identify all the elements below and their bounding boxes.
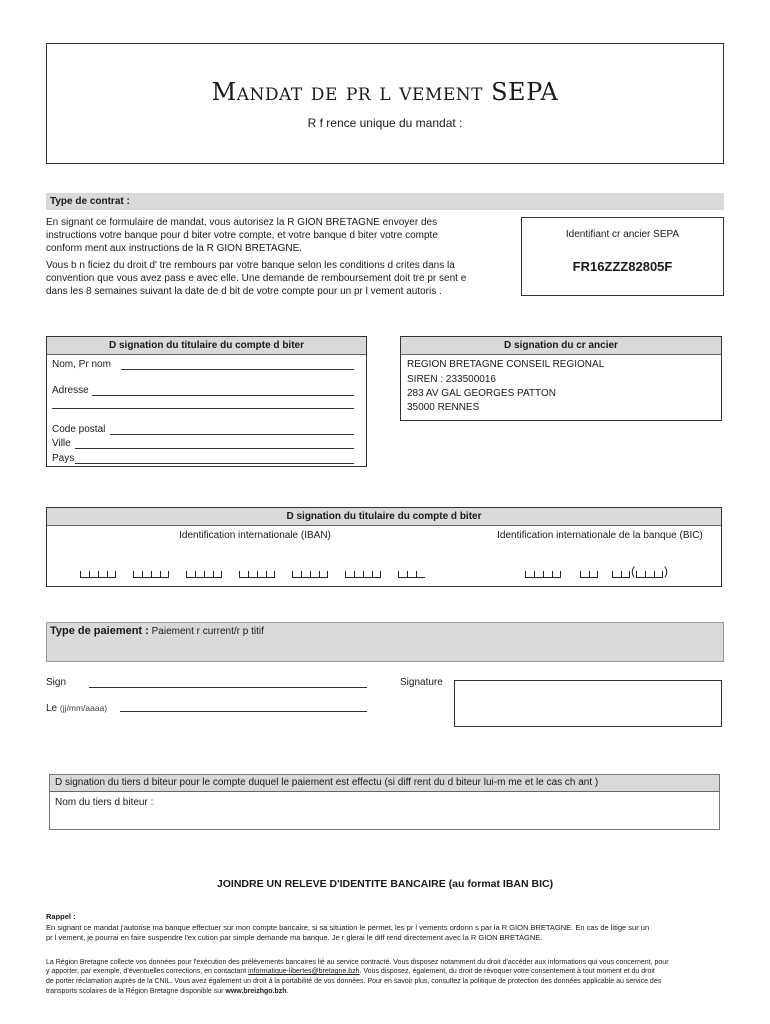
bic-input[interactable] (0, 565, 770, 580)
bic-paren-open: ( (631, 564, 635, 578)
debtor-block-title: D signation du titulaire du compte d biter (108, 340, 304, 351)
signature-label: Signature (400, 677, 443, 688)
bic-group-1[interactable] (525, 565, 561, 578)
name-field[interactable] (121, 369, 354, 370)
iban-label: Identification internationale (IBAN) (179, 530, 331, 541)
bic-label: Identification internationale de la banque (BIC) (497, 530, 703, 541)
privacy-line (46, 967, 655, 976)
privacy-email-link[interactable]: informatique-libertes@bretagne.bzh (248, 968, 360, 975)
privacy-text: transports scolaires de la Région Bretagne disponible sur (46, 988, 224, 995)
city-field[interactable] (75, 448, 354, 449)
creditor-city: 35000 RENNES (407, 402, 480, 413)
name-label: Nom, Pr nom (52, 359, 111, 370)
paragraph-line: instructions votre banque pour d biter votre compte, et votre banque d biter votre compte (46, 230, 438, 241)
privacy-line: La Région Bretagne collecte vos données pour l'exécution des prélèvements bancaires lié au service contracté. Vous disposez notamment du droit d'accéder aux informations qui vous concernent, pour (46, 959, 669, 966)
bic-group-2[interactable] (580, 565, 598, 578)
creditor-siren: SIREN : 233500016 (407, 374, 496, 385)
postal-code-field[interactable] (110, 434, 354, 435)
paragraph-line: dans les 8 semaines suivant la date de d bit de votre compte pour un pr l vement autoris . (46, 286, 442, 297)
date-format-hint: (jj/mm/aaaa) (59, 703, 108, 713)
paragraph-line: convention que vous avez pass e avec elle. Une demande de remboursement doit tre pr sent e (46, 273, 467, 284)
bic-paren-close: ) (664, 564, 668, 578)
date-field[interactable] (120, 711, 367, 712)
address-field-line2[interactable] (52, 408, 354, 409)
signature-box[interactable] (454, 680, 722, 727)
paragraph-line: Vous b n ficiez du droit d' tre rembours par votre banque selon les conditions d crites dans la (46, 260, 455, 271)
creditor-id-label: Identifiant cr ancier SEPA (565, 229, 680, 240)
address-label: Adresse (52, 385, 89, 396)
city-label: Ville (52, 438, 71, 449)
bank-details-title: D signation du titulaire du compte d biter (286, 511, 482, 522)
page-title: Mandat de pr l vement SEPA (211, 78, 559, 106)
payment-type-value: Paiement r current/r p titif (151, 626, 264, 637)
rappel-text-line2: pr l vement, je pourrai en faire suspendre l'ex cution par simple demande ma banque. Je r glerai le diff rend directement avec la R GION BRETAGNE. (46, 933, 543, 942)
creditor-street: 283 AV GAL GEORGES PATTON (407, 388, 556, 399)
privacy-site-link[interactable]: www.breizhgo.bzh (225, 988, 287, 995)
date-label (46, 702, 107, 715)
postal-code-label: Code postal (52, 424, 106, 435)
rappel-text-line1: En signant ce mandat j'autorise ma banque effectuer sur mon compte bancaire, si sa situation le permet, les pr l vements ordonn s par la R GION BRETAGNE. En cas de litige sur un (46, 923, 650, 932)
creditor-name: REGION BRETAGNE CONSEIL REGIONAL (407, 359, 605, 370)
privacy-text: . (286, 988, 289, 995)
address-field[interactable] (92, 395, 354, 396)
contract-type-bar (46, 193, 724, 210)
signed-at-field[interactable] (89, 687, 367, 688)
third-party-name-label: Nom du tiers d biteur : (55, 797, 154, 808)
privacy-text: y apporter, par exemple, d'éventuelles corrections, en contactant (46, 968, 247, 975)
rib-notice: JOINDRE UN RELEVE D'IDENTITE BANCAIRE (au format IBAN BIC) (216, 878, 554, 890)
contract-type-label: Type de contrat : (50, 196, 130, 207)
country-field[interactable] (75, 463, 354, 464)
date-label-text: Le (46, 703, 58, 714)
third-party-title: D signation du tiers d biteur pour le compte duquel le paiement est effectu (si diff rent du d biteur lui-m me et le cas ch ant ) (55, 777, 599, 788)
privacy-line: de porter réclamation auprès de la CNIL. Vous avez également un droit à la portabilité de vos données. Pour en savoir plus, consultez la politique de protection des données applicable au service des (46, 978, 662, 985)
paragraph-line: conform ment aux instructions de la R GION BRETAGNE. (46, 243, 303, 254)
privacy-line (46, 987, 289, 996)
creditor-id-value: FR16ZZZ82805F (572, 259, 673, 274)
privacy-text: . Vous disposez, également, du droit de révoquer votre consentement à tout moment et du droit (359, 968, 655, 975)
payment-type (50, 625, 264, 638)
rappel-title: Rappel : (46, 912, 76, 921)
mandate-reference-label: R f rence unique du mandat : (307, 116, 463, 130)
signed-at-label: Sign (46, 677, 67, 688)
country-label: Pays (52, 453, 75, 464)
creditor-block-title: D signation du cr ancier (504, 340, 618, 351)
bic-group-3[interactable] (612, 565, 669, 578)
paragraph-line: En signant ce formulaire de mandat, vous autorisez la R GION BRETAGNE envoyer des (46, 217, 438, 228)
payment-type-label: Type de paiement : (50, 625, 149, 637)
